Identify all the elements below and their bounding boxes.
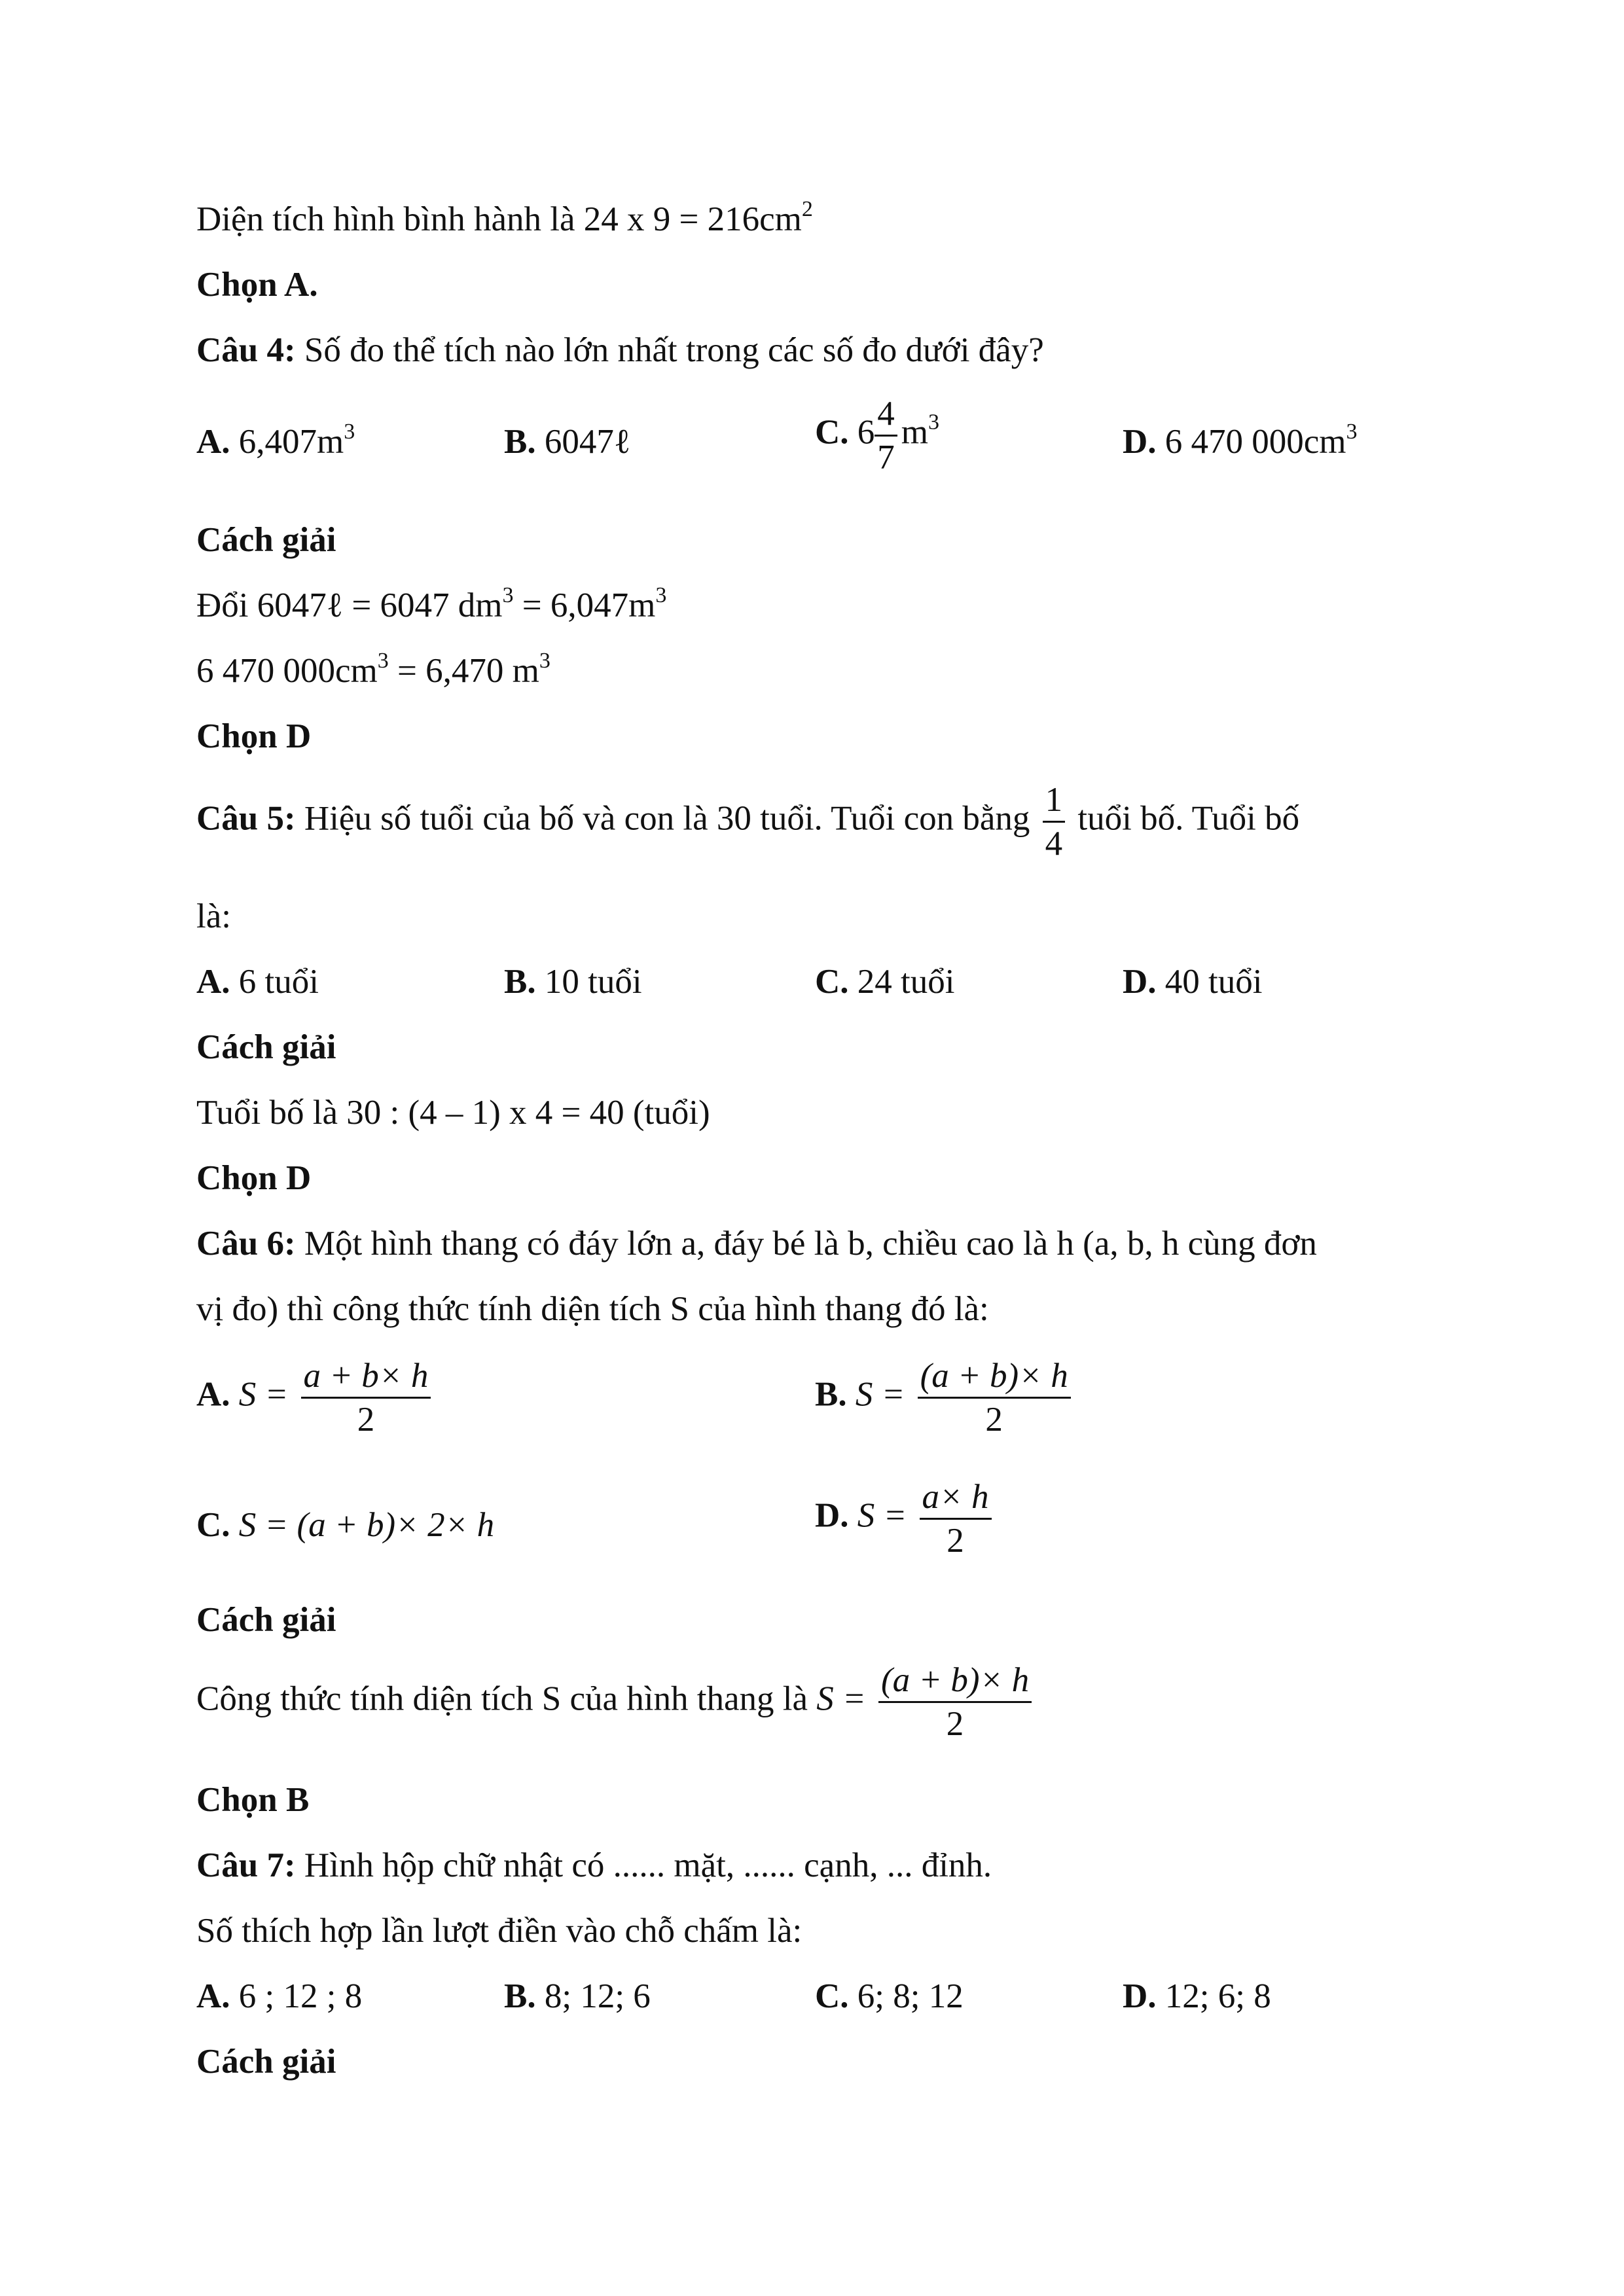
q7-option-c xyxy=(815,1973,964,2019)
q6-option-b-letter: B. xyxy=(815,1375,847,1414)
q7-option-b-letter: B. xyxy=(504,1977,536,2015)
answer-prev: Chọn A. xyxy=(196,266,318,304)
area-text: Diện tích hình bình hành là 24 x 9 = 216cm xyxy=(196,200,802,238)
q7-option-d-letter: D. xyxy=(1123,1977,1157,2015)
q4-label: Câu 4: xyxy=(196,331,296,369)
q6-answer: Chọn B xyxy=(196,1781,310,1819)
q7-option-b xyxy=(504,1973,651,2019)
q4-sol2-s1: 3 xyxy=(377,649,389,673)
q7-solution-title: Cách giải xyxy=(196,2043,336,2081)
q6-solution-text: Công thức tính diện tích S của hình thang là xyxy=(196,1679,817,1718)
q6-option-a-num: a + b× h xyxy=(301,1355,431,1399)
q4-sol1-s1: 3 xyxy=(502,583,514,607)
q4-option-d-sup: 3 xyxy=(1346,420,1358,444)
q4-option-d xyxy=(1123,419,1358,465)
q6-option-d-letter: D. xyxy=(815,1496,849,1535)
q5-option-c xyxy=(815,959,954,1005)
q6-option-d-fraction xyxy=(920,1476,992,1562)
q5-option-c-value: 24 tuổi xyxy=(848,963,955,1001)
q5-text-before: Hiệu số tuổi của bố và con là 30 tuổi. Tuổi con bằng xyxy=(295,799,1030,838)
q7-label: Câu 7: xyxy=(196,1846,296,1884)
q5-den: 4 xyxy=(1045,825,1063,863)
q6-option-b xyxy=(815,1355,1075,1441)
q5-solution: Tuổi bố là 30 : (4 – 1) x 4 = 40 (tuổi) xyxy=(196,1094,710,1132)
q7-option-b-value: 8; 12; 6 xyxy=(535,1977,651,2015)
q6-question-wrap: vị đo) thì công thức tính diện tích S của hình thang đó là: xyxy=(196,1290,989,1328)
q6-solution-title: Cách giải xyxy=(196,1601,336,1639)
q6-option-c-letter: C. xyxy=(196,1506,230,1544)
q4-option-b xyxy=(504,419,630,465)
q6-question xyxy=(196,1221,1317,1266)
q6-option-c-expr: S = (a + b)× 2× h xyxy=(238,1506,495,1544)
q6-option-b-den: 2 xyxy=(985,1401,1003,1439)
q6-option-a-fraction xyxy=(301,1355,431,1441)
q7-option-c-letter: C. xyxy=(815,1977,849,2015)
q7-option-d-value: 12; 6; 8 xyxy=(1156,1977,1271,2015)
q5-option-b-value: 10 tuổi xyxy=(535,963,642,1001)
q4-option-c-sup: 3 xyxy=(928,410,940,435)
q4-option-d-value: 6 470 000cm xyxy=(1156,423,1346,461)
q5-answer: Chọn D xyxy=(196,1159,312,1197)
q4-option-c-fraction xyxy=(875,393,897,478)
q6-solution xyxy=(196,1659,1036,1745)
q4-solution-title: Cách giải xyxy=(196,521,336,559)
q5-option-a-value: 6 tuổi xyxy=(230,963,319,1001)
q6-option-a-den: 2 xyxy=(357,1401,375,1439)
q5-question-wrap: là: xyxy=(196,897,231,935)
q7-question xyxy=(196,1842,992,1888)
q4-option-c-whole: 6 xyxy=(857,413,875,452)
q7-text: Hình hộp chữ nhật có ...... mặt, ...... cạnh, ... đỉnh. xyxy=(295,1846,992,1884)
q7-option-a-value: 6 ; 12 ; 8 xyxy=(230,1977,363,2015)
q4-option-c-den: 7 xyxy=(877,439,895,476)
q4-option-d-letter: D. xyxy=(1123,423,1157,461)
q6-option-c xyxy=(196,1502,494,1548)
q4-option-a-value: 6,407m xyxy=(230,423,344,461)
q6-option-a-letter: A. xyxy=(196,1375,230,1414)
q4-sol1-s2: 3 xyxy=(655,583,667,607)
q5-option-d-value: 40 tuổi xyxy=(1156,963,1263,1001)
q4-sol2-b: = 6,470 m xyxy=(388,652,539,690)
q4-option-c xyxy=(815,393,939,478)
q4-sol1-a: Đổi 6047ℓ = 6047 dm xyxy=(196,586,503,624)
q4-option-b-value: 6047ℓ xyxy=(535,423,631,461)
q7-question-2: Số thích hợp lần lượt điền vào chỗ chấm là: xyxy=(196,1912,803,1950)
q6-option-b-lhs: S = xyxy=(855,1375,905,1414)
q5-fraction xyxy=(1043,779,1066,865)
q4-option-c-num: 4 xyxy=(875,393,897,437)
q5-label: Câu 5: xyxy=(196,799,296,838)
area-line xyxy=(196,196,813,242)
q4-option-a-sup: 3 xyxy=(344,420,355,444)
area-sup: 2 xyxy=(801,197,813,221)
q6-solution-lhs: S = xyxy=(816,1679,866,1718)
q4-sol2-a: 6 470 000cm xyxy=(196,652,378,690)
q5-solution-title: Cách giải xyxy=(196,1028,336,1066)
q6-option-b-num: (a + b)× h xyxy=(918,1355,1071,1399)
q6-option-a-lhs: S = xyxy=(238,1375,289,1414)
q7-option-a-letter: A. xyxy=(196,1977,230,2015)
q4-option-c-unit: m xyxy=(901,413,929,452)
q4-solution-line-1 xyxy=(196,583,666,628)
q5-option-d-letter: D. xyxy=(1123,963,1157,1001)
q4-option-a-letter: A. xyxy=(196,423,230,461)
q5-option-d xyxy=(1123,959,1262,1005)
q7-option-c-value: 6; 8; 12 xyxy=(848,1977,964,2015)
q6-text: Một hình thang có đáy lớn a, đáy bé là b, chiều cao là h (a, b, h cùng đơn xyxy=(295,1225,1317,1263)
q6-option-d-lhs: S = xyxy=(857,1496,907,1535)
q5-question xyxy=(196,779,1299,865)
q5-option-c-letter: C. xyxy=(815,963,849,1001)
q5-num: 1 xyxy=(1043,779,1066,823)
q4-sol1-b: = 6,047m xyxy=(513,586,656,624)
q7-option-a xyxy=(196,1973,362,2019)
q4-question xyxy=(196,327,1044,373)
q5-option-b-letter: B. xyxy=(504,963,536,1001)
q6-solution-fraction xyxy=(878,1659,1032,1745)
q6-option-a xyxy=(196,1355,435,1441)
q6-solution-den: 2 xyxy=(946,1705,964,1743)
q6-option-d-den: 2 xyxy=(947,1522,964,1560)
q5-text-after: tuổi bố. Tuổi bố xyxy=(1077,799,1300,838)
q4-option-b-letter: B. xyxy=(504,423,536,461)
q4-solution-line-2 xyxy=(196,648,550,694)
q7-option-d xyxy=(1123,1973,1271,2019)
q5-option-a-letter: A. xyxy=(196,963,230,1001)
q4-option-c-letter: C. xyxy=(815,413,849,452)
q6-option-d xyxy=(815,1476,996,1562)
q4-sol2-s2: 3 xyxy=(539,649,550,673)
q6-option-b-fraction xyxy=(918,1355,1071,1441)
q4-option-a xyxy=(196,419,355,465)
q6-solution-num: (a + b)× h xyxy=(878,1659,1032,1703)
q6-option-d-num: a× h xyxy=(920,1476,992,1520)
q4-answer: Chọn D xyxy=(196,717,312,755)
q5-option-a xyxy=(196,959,319,1005)
q6-label: Câu 6: xyxy=(196,1225,296,1263)
q4-text: Số đo thể tích nào lớn nhất trong các số đo dưới đây? xyxy=(295,331,1044,369)
q5-option-b xyxy=(504,959,642,1005)
